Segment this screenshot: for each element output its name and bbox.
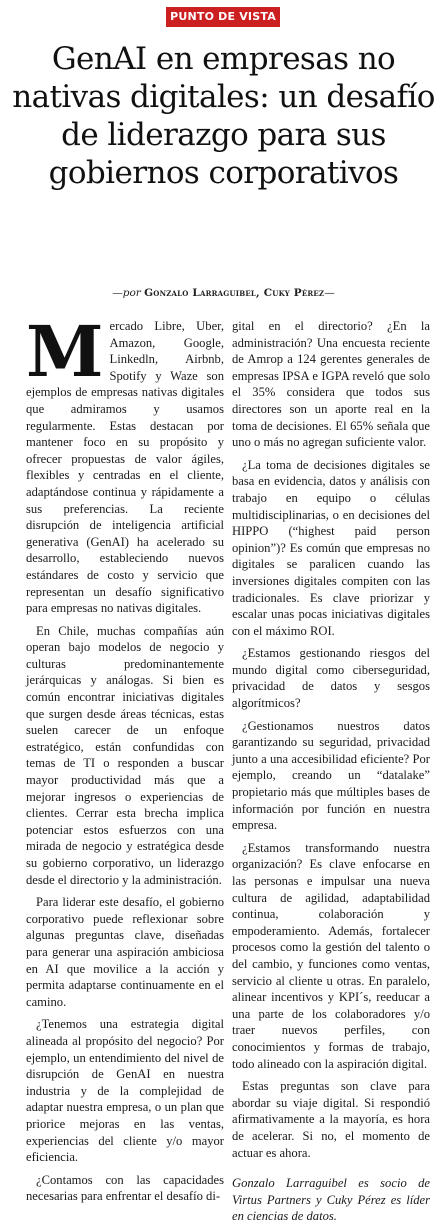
paragraph: ¿Estamos gestionando riesgos del mundo digital como ciberseguridad, privacidad de datos y sesgos algorítmicos? [232, 646, 430, 711]
section-tag: PUNTO DE VISTA [166, 7, 280, 27]
paragraph: ¿Contamos con las capacidades necesarias para enfrentar el desafío di- [26, 1172, 224, 1204]
drop-cap: M [26, 310, 104, 393]
paragraph: ¿Tenemos una estrategia digital alineada al propósito del negocio? Por ejemplo, un entendimiento del nivel de disrupción de GenAI en nuestra industria y de la complejidad de adaptar nuestra empresa, o un plan que priorice mejoras en las ventas, experiencias del cliente y/o mayor eficiencia. [26, 1017, 224, 1165]
left-column [26, 310, 224, 1211]
author-bio: Gonzalo Larraguibel es socio de Virtus Partners y Cuky Pérez es líder en ciencias de datos. [232, 1176, 430, 1224]
paragraph: ¿Estamos transformando nuestra organización? Es clave enfocarse en las personas e impulsar una nueva cultura de agilidad, adaptabilidad continua, colaboración y empoderamiento. Además, fortalecer procesos como la gestión del talento o del cambio, y funciones como ventas, servicio al cliente u otras. En paralelo, alinear incentivos y KPI´s, reeducar a una parte de los colaboradores y/o traer nuevos perfiles, con conocimientos y formas de trabajo, todo alineado con la aspiración digital. [232, 840, 430, 1071]
byline-suffix: — [324, 287, 335, 299]
paragraph: gital en el directorio? ¿En la administración? Una encuesta reciente de Amrop a 124 gerentes generales de empresas IPSA e IGPA reveló que solo el 35% considera que todos sus directores son un aporte real en la toma de decisiones. El 65% señala que uno o más no agregan suficiente valor. [232, 319, 430, 450]
paragraph [26, 310, 224, 617]
paragraph-text: ercado Libre, Uber, Amazon, Google, Linkedln, Airbnb, Spotify y Waze son ejemplos de empresas nativas digitales que admiramos y usamos regularmente. Estas destacan por mantener foco en su propósito y ofrecer propuestas de valor ágiles, flexibles y centradas en el cliente, adaptándose continua y rápidamente a sus preferencias. La reciente disrupción de inteligencia artificial generativa (GenAI) ha acelerado su desarrollo, estableciendo nuevos estándares de costo y servicio que representan un desafío significativo para empresas no nativas digitales. [26, 319, 224, 616]
byline [0, 287, 447, 299]
paragraph: En Chile, muchas compañías aún operan bajo modelos de negocio y culturas predominantemente jerárquicas y análogas. Si bien es común encontrar iniciativas digitales que surgen desde áreas técnicas, estas suelen carecer de un enfoque estratégico, están confundidas con temas de TI o responden a buscar mayor productividad más que a mejorar ingresos o experiencias de clientes. Cerrar esta brecha implica potenciar estos esfuerzos con una mirada de negocio y estratégica desde su gobierno corporativo, un liderazgo desde el directorio y la administración. [26, 623, 224, 887]
paragraph: Estas preguntas son clave para abordar su viaje digital. Si respondió afirmativamente a la mayoría, es hora de acelerar. Si no, el momento de actuar es ahora. [232, 1079, 430, 1160]
byline-prefix: —por [112, 287, 145, 299]
paragraph: ¿La toma de decisiones digitales se basa en evidencia, datos y análisis con trabajo en equipo o células multidisciplinarias, o en decisiones del HIPPO (“highest paid person opinion”)? Es común que empresas no digitales se paralicen cuando las inversiones digitales compiten con las tradicionales. Es clave priorizar y escalar unas pocas iniciativas digitales con el máximo ROI. [232, 457, 430, 638]
byline-authors: Gonzalo Larraguibel, Cuky Pérez [144, 287, 325, 299]
paragraph: Para liderar este desafío, el gobierno corporativo puede reflexionar sobre algunas preguntas clave, diseñadas para generar una aspiración ambiciosa en AI que movilice a la acción y permita adaptarse continuamente en el camino. [26, 895, 224, 1009]
right-column [232, 318, 430, 1231]
headline: GenAI en empresas no nativas digitales: un desafío de liderazgo para sus gobiernos corporativos [12, 41, 435, 191]
paragraph: ¿Gestionamos nuestros datos garantizando su seguridad, privacidad junto a una accesibilidad eficiente? Por ejemplo, creando un “datalake” propietario más que múltiples bases de información por función en nuestra empresa. [232, 718, 430, 833]
